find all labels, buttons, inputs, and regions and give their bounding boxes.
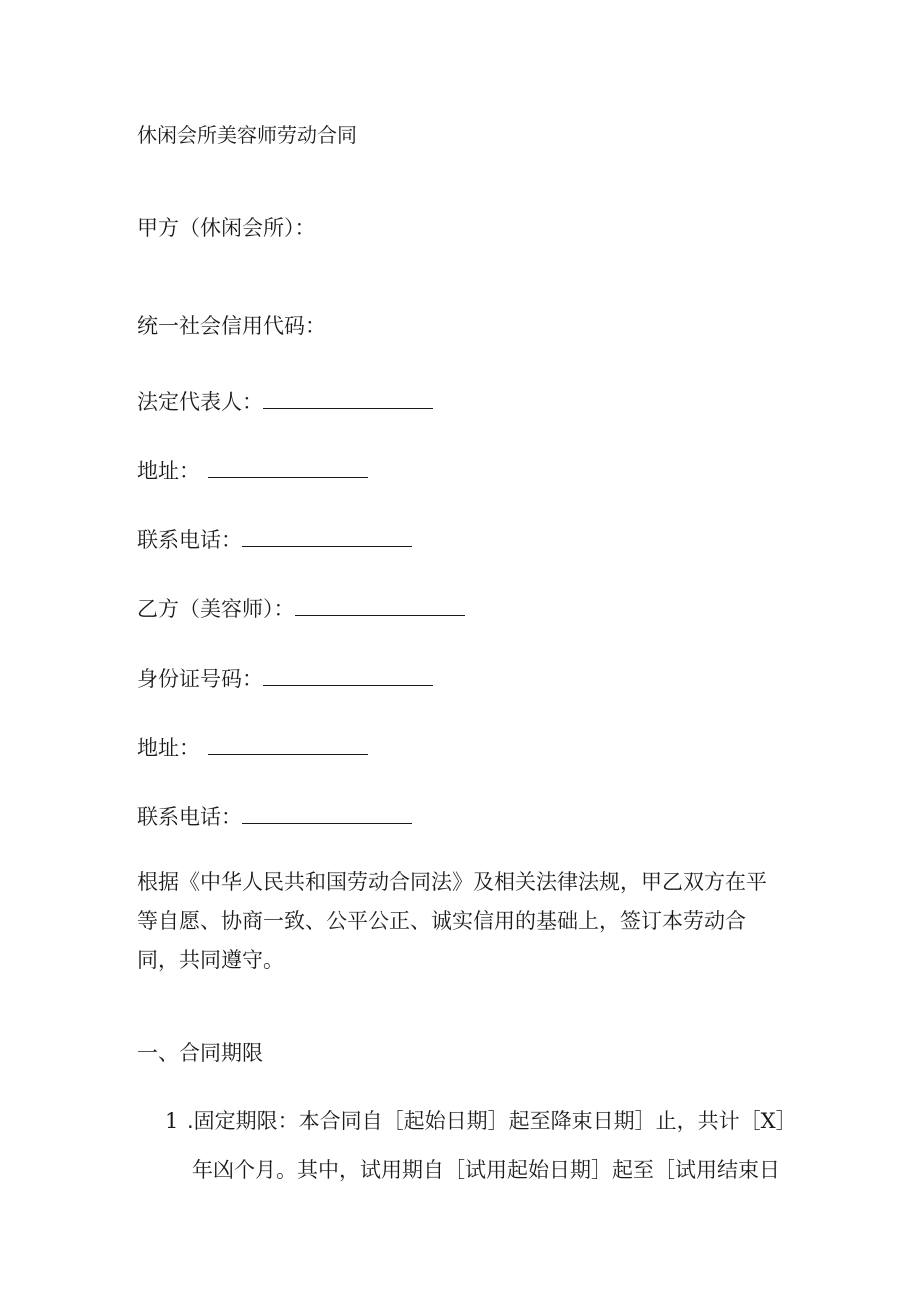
credit-code-label: 统一社会信用代码：: [137, 314, 326, 338]
party-a-address-label: 地址：: [137, 459, 200, 483]
party-b-row: [137, 594, 465, 624]
party-b-phone-label: 联系电话：: [137, 805, 242, 829]
party-b-phone-row: [137, 802, 412, 832]
party-b-label: 乙方（美容师）：: [137, 597, 295, 621]
legal-rep-label: 法定代表人：: [137, 390, 263, 414]
preamble-paragraph: 根据《中华人民共和国劳动合同法》及相关法律法规，甲乙双方在平等自愿、协商一致、公平公正、诚实信用的基础上，签订本劳动合同，共同遵守。: [137, 870, 767, 972]
item-1-duration-bracket: ［X］: [739, 1109, 797, 1133]
party-a-address-row: [137, 456, 368, 486]
document-title: 休闲会所美容师劳动合同: [137, 123, 357, 147]
party-a-phone-blank: [242, 528, 412, 547]
party-b-address-row: [137, 733, 368, 763]
party-b-address-blank: [208, 736, 368, 755]
party-a-phone-row: [137, 525, 412, 555]
item-1-line-1: [187, 1106, 797, 1136]
party-b-address-label: 地址：: [137, 736, 200, 760]
section-1-heading: 一、合同期限: [137, 1041, 263, 1065]
party-a-phone-label: 联系电话：: [137, 528, 242, 552]
item-1-line-2: 年凶个月。其中，试用期自［试用起始日期］起至［试用结束日: [192, 1158, 780, 1182]
legal-rep-row: [137, 387, 433, 417]
legal-rep-blank: [263, 390, 433, 409]
party-a-address-blank: [208, 459, 368, 478]
party-a-label: 甲方（休闲会所）：: [137, 216, 316, 240]
party-b-id-row: [137, 664, 433, 694]
party-b-id-blank: [263, 667, 433, 686]
party-b-phone-blank: [242, 805, 412, 824]
item-1-number: 1: [165, 1109, 179, 1133]
party-b-id-label: 身份证号码：: [137, 667, 263, 691]
party-b-blank: [295, 597, 465, 616]
item-1-text: .固定期限：本合同自［起始日期］起至降束日期］止，共计: [187, 1109, 740, 1133]
